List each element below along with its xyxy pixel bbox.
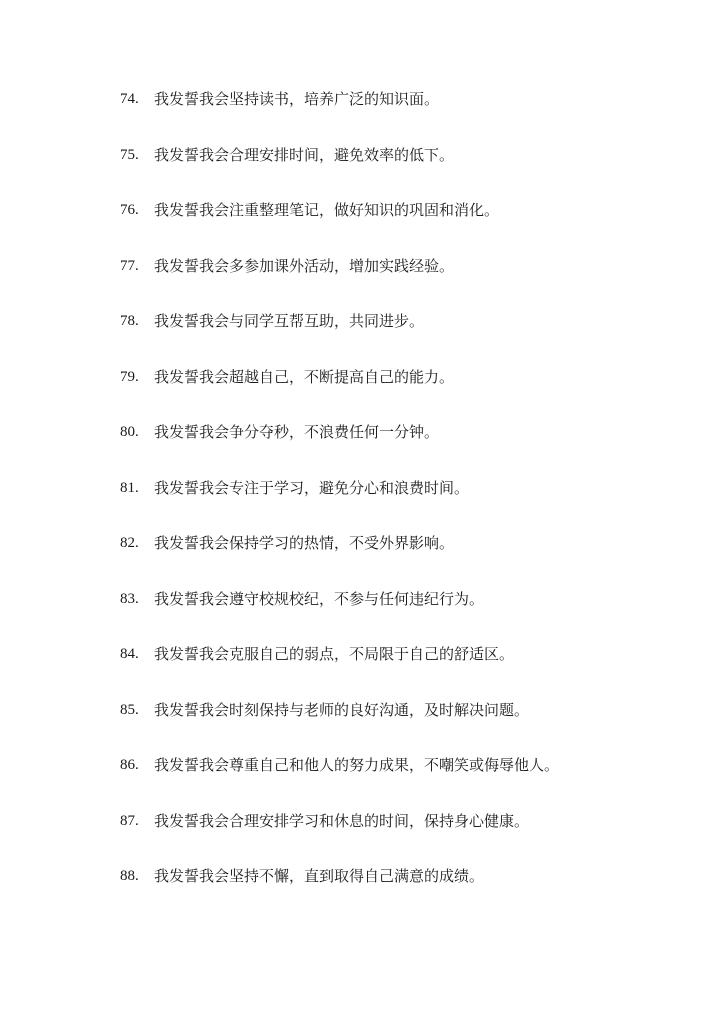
item-text: 我发誓我会合理安排时间，避免效率的低下。 — [154, 145, 455, 164]
item-number: 85. — [120, 701, 139, 718]
list-item — [120, 417, 690, 473]
item-text: 我发誓我会与同学互帮互助，共同进步。 — [154, 312, 425, 330]
item-number: 75. — [120, 146, 139, 163]
item-text: 我发誓我会坚持读书，培养广泛的知识面。 — [154, 90, 440, 108]
list-item — [120, 528, 690, 584]
list-item — [120, 639, 690, 695]
item-number: 81. — [120, 479, 139, 496]
item-text: 我发誓我会遵守校规校纪，不参与任何违纪行为。 — [154, 589, 485, 608]
item-number: 84. — [120, 646, 139, 662]
item-text: 我发誓我会多参加课外活动，增加实践经验。 — [154, 256, 455, 275]
list-item — [120, 140, 690, 196]
list-item — [120, 695, 690, 751]
item-text: 我发誓我会超越自己，不断提高自己的能力。 — [154, 367, 455, 386]
item-number: 77. — [120, 257, 139, 274]
item-number: 82. — [120, 535, 139, 551]
item-number: 80. — [120, 424, 139, 440]
list-item — [120, 584, 690, 640]
item-number: 88. — [120, 868, 139, 884]
list-item — [120, 306, 690, 362]
item-text: 我发誓我会克服自己的弱点，不局限于自己的舒适区。 — [154, 645, 515, 663]
item-number: 86. — [120, 757, 139, 773]
item-number: 79. — [120, 368, 139, 385]
list-item — [120, 251, 690, 307]
item-text: 我发誓我会坚持不懈，直到取得自己满意的成绩。 — [154, 867, 485, 885]
list-item — [120, 84, 690, 140]
item-number: 74. — [120, 91, 139, 107]
item-text: 我发誓我会合理安排学习和休息的时间，保持身心健康。 — [154, 811, 530, 830]
item-text: 我发誓我会尊重自己和他人的努力成果，不嘲笑或侮辱他人。 — [154, 756, 560, 774]
pledge-list — [120, 84, 690, 917]
item-text: 我发誓我会保持学习的热情，不受外界影响。 — [154, 534, 455, 552]
list-item — [120, 473, 690, 529]
list-item — [120, 195, 690, 251]
item-number: 78. — [120, 313, 139, 329]
item-number: 83. — [120, 590, 139, 607]
list-item — [120, 861, 690, 917]
item-number: 87. — [120, 812, 139, 829]
item-text: 我发誓我会争分夺秒，不浪费任何一分钟。 — [154, 423, 440, 441]
item-number: 76. — [120, 202, 139, 218]
list-item — [120, 750, 690, 806]
list-item — [120, 806, 690, 862]
item-text: 我发誓我会注重整理笔记，做好知识的巩固和消化。 — [154, 201, 500, 219]
list-item — [120, 362, 690, 418]
item-text: 我发誓我会时刻保持与老师的良好沟通，及时解决问题。 — [154, 700, 530, 719]
item-text: 我发誓我会专注于学习，避免分心和浪费时间。 — [154, 478, 470, 497]
